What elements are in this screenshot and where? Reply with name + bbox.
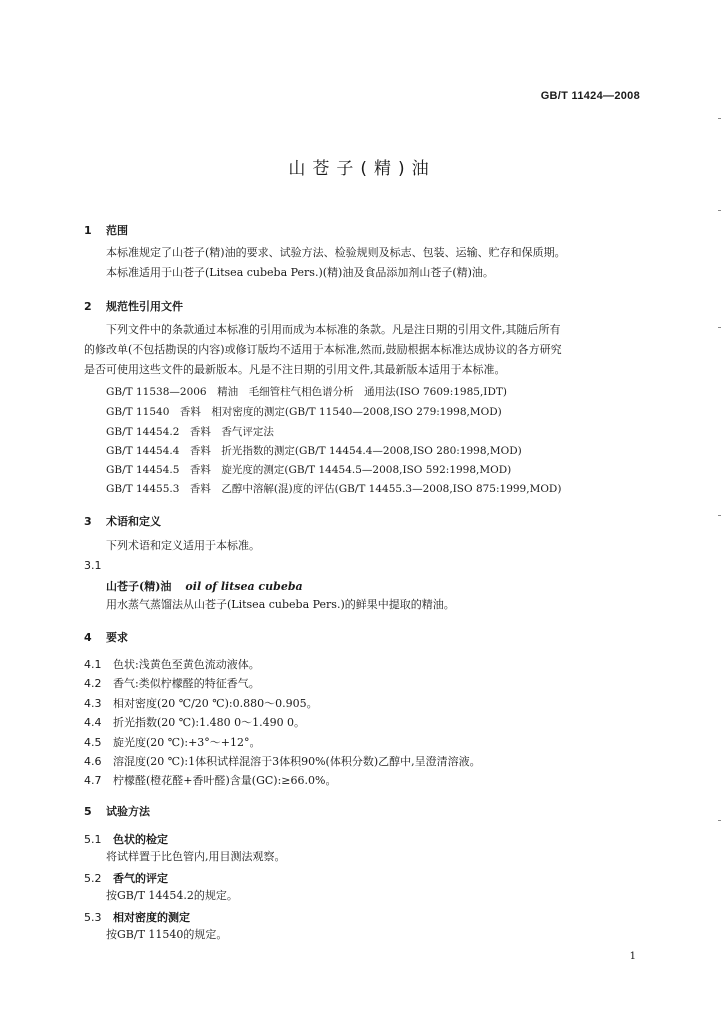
standard-code: GB/T 11424—2008 — [540, 90, 640, 102]
clause-heading — [84, 909, 190, 925]
section-4-heading — [84, 629, 128, 645]
reference-item: GB/T 11540 香料 相对密度的测定(GB/T 11540—2008,ISO 279:1998,MOD) — [106, 406, 502, 418]
clause-number: 5.3 — [84, 911, 102, 924]
clause-text: 按GB/T 11540的规定。 — [106, 928, 228, 941]
scan-mark — [718, 515, 721, 516]
item-number: 4.2 — [84, 677, 102, 690]
section-number: 3 — [84, 515, 92, 528]
item-number: 4.7 — [84, 774, 102, 787]
reference-item: GB/T 14454.5 香料 旋光度的测定(GB/T 14454.5—2008,ISO 592:1998,MOD) — [106, 464, 512, 476]
scan-mark — [718, 327, 721, 328]
clause-title: 相对密度的测定 — [113, 911, 190, 924]
reference-item: GB/T 14454.2 香料 香气评定法 — [106, 426, 274, 438]
term-english: oil of litsea cubeba — [185, 580, 303, 593]
clause-3-1-number: 3.1 — [84, 559, 102, 572]
clause-number: 5.1 — [84, 833, 102, 846]
requirement-item — [84, 675, 260, 691]
clause-text: 将试样置于比色管内,用目测法观察。 — [106, 850, 286, 863]
item-text: 旋光度(20 ℃):+3°～+12°。 — [113, 736, 261, 749]
item-number: 4.4 — [84, 716, 102, 729]
item-number: 4.5 — [84, 736, 102, 749]
requirement-item — [84, 772, 336, 788]
reference-item: GB/T 11538—2006 精油 毛细管柱气相色谱分析 通用法(ISO 7609:1985,IDT) — [106, 386, 507, 398]
section-number: 1 — [84, 224, 92, 237]
page-title: 山苍子(精)油 — [288, 159, 436, 179]
section-1-paragraph-1: 本标准规定了山苍子(精)油的要求、试验方法、检验规则及标志、包装、运输、贮存和保质期。 — [106, 246, 566, 259]
scan-mark — [718, 210, 721, 211]
clause-number: 5.2 — [84, 872, 102, 885]
item-text: 色状:浅黄色至黄色流动液体。 — [113, 658, 260, 671]
item-text: 溶混度(20 ℃):1体积试样混溶于3体积90%(体积分数)乙醇中,呈澄清溶液。 — [113, 755, 481, 768]
section-1-paragraph-2: 本标准适用于山苍子(Litsea cubeba Pers.)(精)油及食品添加剂山苍子(精)油。 — [106, 266, 494, 279]
section-2-heading — [84, 298, 183, 314]
item-number: 4.3 — [84, 697, 102, 710]
section-title: 要求 — [106, 631, 128, 644]
term-entry — [106, 578, 303, 594]
section-5-heading — [84, 803, 150, 819]
item-number: 4.1 — [84, 658, 102, 671]
item-text: 折光指数(20 ℃):1.480 0～1.490 0。 — [113, 716, 306, 729]
requirement-item — [84, 656, 260, 672]
reference-item: GB/T 14454.4 香料 折光指数的测定(GB/T 14454.4—2008,ISO 280:1998,MOD) — [106, 445, 522, 457]
term-chinese: 山苍子(精)油 — [106, 580, 172, 593]
scan-mark — [718, 118, 721, 119]
clause-title: 色状的检定 — [113, 833, 168, 846]
item-text: 香气:类似柠檬醛的特征香气。 — [113, 677, 260, 690]
section-3-heading — [84, 513, 161, 529]
item-text: 柠檬醛(橙花醛+香叶醛)含量(GC):≥66.0%。 — [113, 774, 337, 787]
section-2-paragraph-line-1: 下列文件中的条款通过本标准的引用而成为本标准的条款。凡是注日期的引用文件,其随后所有 — [106, 323, 561, 336]
clause-heading — [84, 831, 168, 847]
section-1-heading — [84, 222, 128, 238]
item-text: 相对密度(20 ℃/20 ℃):0.880～0.905。 — [113, 697, 318, 710]
section-2-paragraph-line-3: 是否可使用这些文件的最新版本。凡是不注日期的引用文件,其最新版本适用于本标准。 — [84, 363, 506, 376]
section-title: 规范性引用文件 — [106, 300, 183, 313]
clause-heading — [84, 870, 168, 886]
page-number: 1 — [629, 951, 636, 962]
section-title: 试验方法 — [106, 805, 150, 818]
requirement-item — [84, 695, 318, 711]
item-number: 4.6 — [84, 755, 102, 768]
requirement-item — [84, 714, 305, 730]
term-definition: 用水蒸气蒸馏法从山苍子(Litsea cubeba Pers.)的鲜果中提取的精油。 — [106, 598, 455, 611]
section-number: 5 — [84, 805, 92, 818]
section-title: 术语和定义 — [106, 515, 161, 528]
requirement-item — [84, 734, 261, 750]
section-2-paragraph-line-2: 的修改单(不包括勘误的内容)或修订版均不适用于本标准,然而,鼓励根据本标准达成协议的各方研究 — [84, 343, 562, 356]
reference-item: GB/T 14455.3 香料 乙醇中溶解(混)度的评估(GB/T 14455.3—2008,ISO 875:1999,MOD) — [106, 483, 562, 495]
scan-mark — [718, 820, 721, 821]
section-3-paragraph: 下列术语和定义适用于本标准。 — [106, 539, 260, 552]
section-number: 4 — [84, 631, 92, 644]
clause-text: 按GB/T 14454.2的规定。 — [106, 889, 238, 902]
section-number: 2 — [84, 300, 92, 313]
clause-title: 香气的评定 — [113, 872, 168, 885]
requirement-item — [84, 753, 481, 769]
section-title: 范围 — [106, 224, 128, 237]
